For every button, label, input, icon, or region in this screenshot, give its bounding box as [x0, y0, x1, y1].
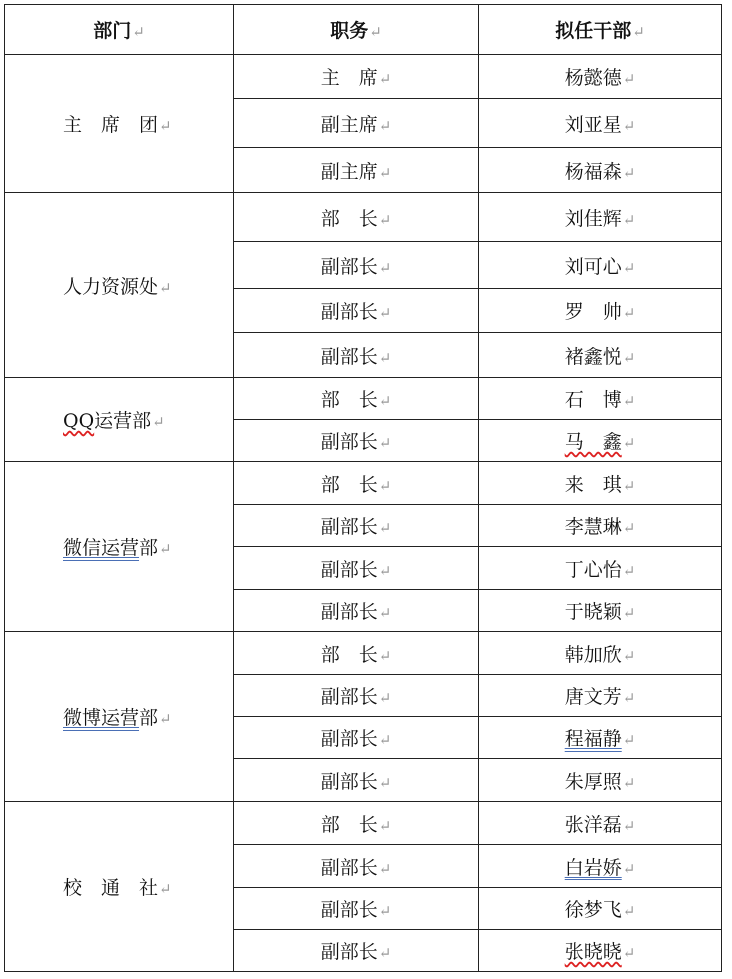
post-cell: 副主席↵	[234, 99, 479, 148]
dept-cell: 人力资源处↵	[5, 193, 234, 378]
post-cell: 副部长↵	[234, 759, 479, 802]
dept-cell: 校 通 社↵	[5, 802, 234, 972]
name-cell: 马 鑫↵	[479, 420, 722, 462]
table-row	[5, 55, 722, 99]
paragraph-mark-icon: ↵	[369, 23, 382, 41]
post-cell: 副部长↵	[234, 930, 479, 972]
dept-cell: QQ运营部↵	[5, 378, 234, 462]
table-row	[5, 632, 722, 675]
post-cell: 副部长↵	[234, 420, 479, 462]
post-cell: 副部长↵	[234, 675, 479, 717]
name-cell: 朱厚照↵	[479, 759, 722, 802]
post-cell: 副部长↵	[234, 333, 479, 378]
name-cell: 徐梦飞↵	[479, 888, 722, 930]
name-cell: 杨懿德↵	[479, 55, 722, 99]
name-cell: 丁心怡↵	[479, 547, 722, 590]
dept-cell: 微信运营部↵	[5, 462, 234, 632]
name-cell: 程福静↵	[479, 717, 722, 759]
header-post: 职务↵	[234, 5, 479, 55]
name-cell: 于晓颖↵	[479, 590, 722, 632]
paragraph-mark-icon: ↵	[632, 23, 645, 41]
dept-cell: 主 席 团↵	[5, 55, 234, 193]
table-row	[5, 802, 722, 845]
paragraph-mark-icon: ↵	[132, 23, 145, 41]
paragraph-mark-icon: ↵	[159, 117, 172, 135]
table-row	[5, 193, 722, 242]
post-cell: 副部长↵	[234, 888, 479, 930]
table-row	[5, 378, 722, 420]
name-cell: 褚鑫悦↵	[479, 333, 722, 378]
header-dept: 部门↵	[5, 5, 234, 55]
cadre-table	[4, 4, 722, 972]
name-cell: 刘可心↵	[479, 242, 722, 289]
post-cell: 副部长↵	[234, 590, 479, 632]
dept-cell: 微博运营部↵	[5, 632, 234, 802]
name-cell: 杨福森↵	[479, 148, 722, 193]
name-cell: 罗 帅↵	[479, 289, 722, 333]
post-cell: 部 长↵	[234, 193, 479, 242]
post-cell: 部 长↵	[234, 632, 479, 675]
name-cell: 白岩娇↵	[479, 845, 722, 888]
post-cell: 副主席↵	[234, 148, 479, 193]
post-cell: 部 长↵	[234, 378, 479, 420]
post-cell: 部 长↵	[234, 462, 479, 505]
post-cell: 副部长↵	[234, 717, 479, 759]
post-cell: 副部长↵	[234, 845, 479, 888]
name-cell: 刘亚星↵	[479, 99, 722, 148]
post-cell: 副部长↵	[234, 242, 479, 289]
name-cell: 来 琪↵	[479, 462, 722, 505]
post-cell: 主 席↵	[234, 55, 479, 99]
post-cell: 副部长↵	[234, 505, 479, 547]
name-cell: 刘佳辉↵	[479, 193, 722, 242]
name-cell: 石 博↵	[479, 378, 722, 420]
table-row	[5, 462, 722, 505]
name-cell: 唐文芳↵	[479, 675, 722, 717]
name-cell: 张洋磊↵	[479, 802, 722, 845]
header-row	[5, 5, 722, 55]
name-cell: 韩加欣↵	[479, 632, 722, 675]
name-cell: 李慧琳↵	[479, 505, 722, 547]
post-cell: 副部长↵	[234, 547, 479, 590]
header-nominee: 拟任干部↵	[479, 5, 722, 55]
post-cell: 部 长↵	[234, 802, 479, 845]
name-cell: 张晓晓↵	[479, 930, 722, 972]
post-cell: 副部长↵	[234, 289, 479, 333]
